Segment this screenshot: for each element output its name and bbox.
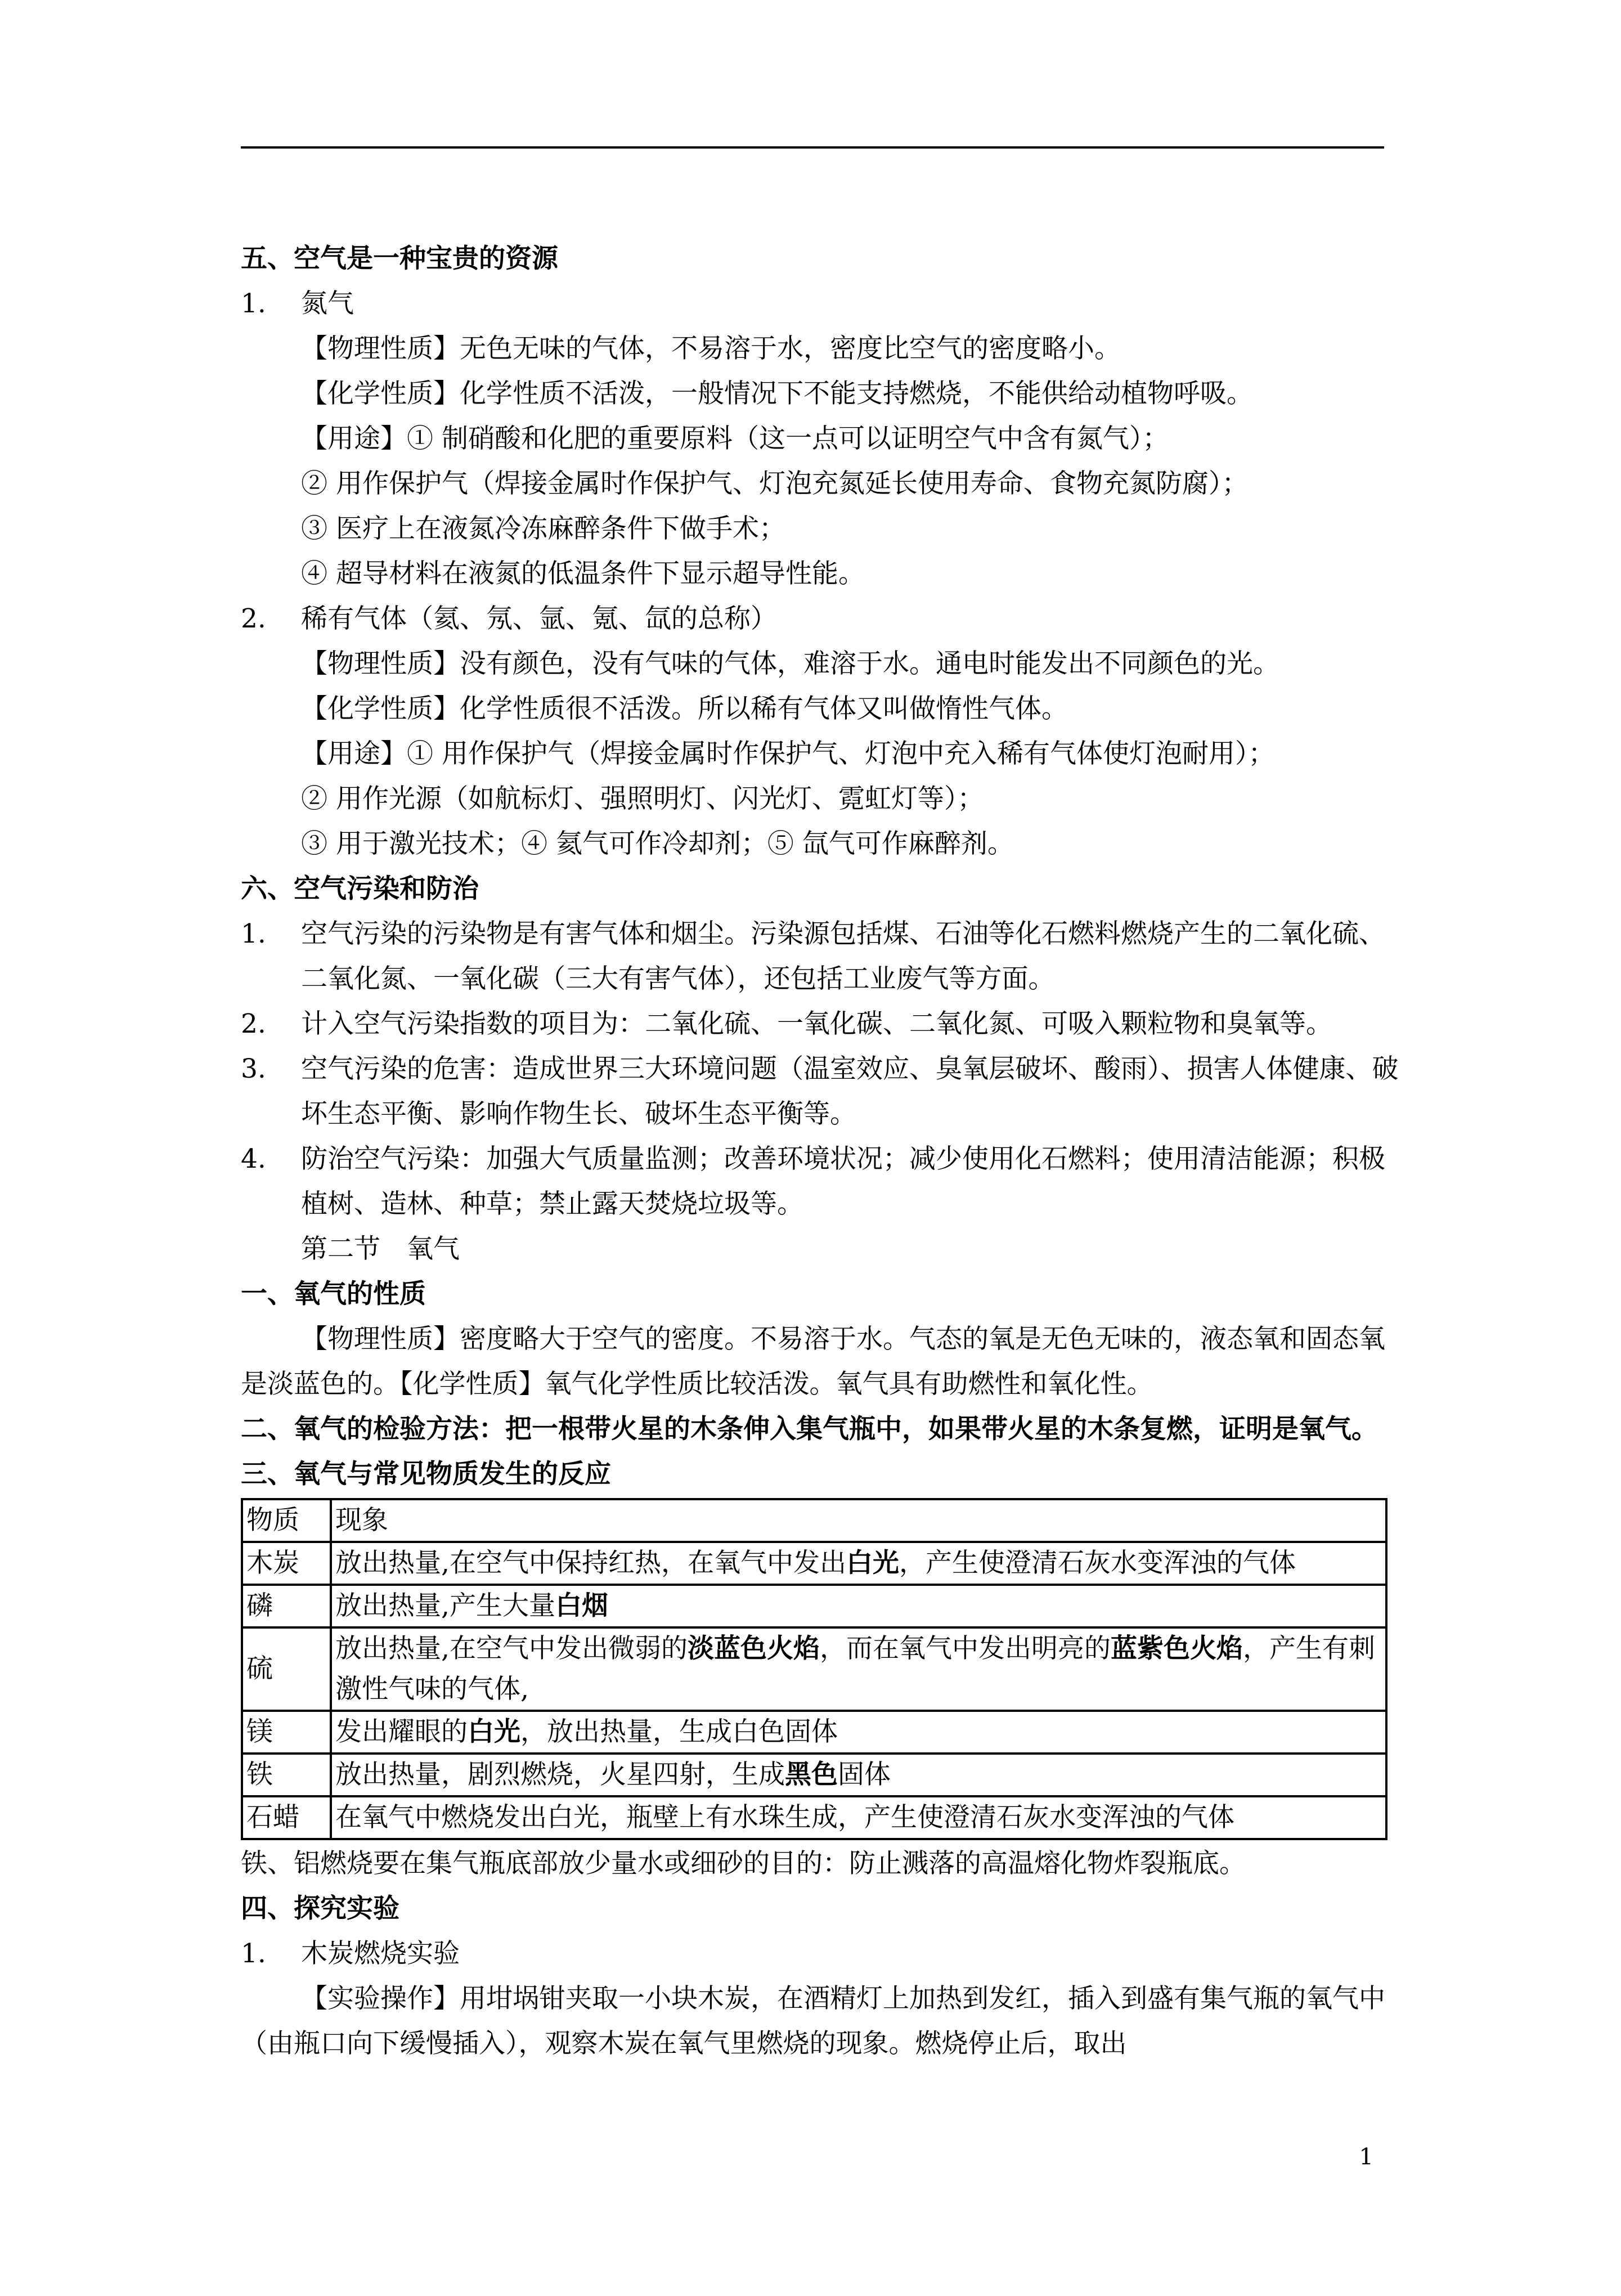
- item-number: 1.: [241, 288, 266, 319]
- pollution-item-2: [241, 1002, 1400, 1047]
- table-row: [242, 1796, 1386, 1839]
- item-text: 空气污染的污染物是有害气体和烟尘。污染源包括煤、石油等化石燃料燃烧产生的二氧化硫、二氧化氮、一氧化碳（三大有害气体），还包括工业废气等方面。: [301, 918, 1385, 994]
- phenomenon-text: 放出热量,在空气中保持红热，在氧气中发出: [335, 1548, 846, 1578]
- item-number: 1.: [241, 918, 266, 949]
- phenomenon-text: 固体: [838, 1759, 891, 1790]
- item-number: 1.: [241, 1938, 266, 1969]
- phenomenon-cell: [331, 1627, 1386, 1711]
- item-nitrogen: [241, 281, 1400, 326]
- oxygen-reactions-heading: 三、氧气与常见物质发生的反应: [241, 1459, 611, 1490]
- phenomenon-emphasis: 白光: [846, 1548, 899, 1578]
- phenomenon-emphasis: 黑色: [785, 1759, 838, 1790]
- table-row: [242, 1754, 1386, 1796]
- nitrogen-use-4: ④ 超导材料在液氮的低温条件下显示超导性能。: [301, 558, 865, 589]
- item-number: 2.: [241, 603, 266, 634]
- experiment-operation: 【实验操作】用坩埚钳夹取一小块木炭，在酒精灯上加热到发红，插入到盛有集气瓶的氧气中（由瓶口向下缓慢插入），观察木炭在氧气里燃烧的现象。燃烧停止后，取出: [241, 1983, 1385, 2059]
- rare-gas-use-2: ② 用作光源（如航标灯、强照明灯、闪光灯、霓虹灯等）；: [301, 783, 984, 814]
- item-number: 4.: [241, 1143, 266, 1174]
- substance-cell: 铁: [242, 1754, 331, 1796]
- item-title: 木炭燃烧实验: [301, 1938, 460, 1969]
- header-phenomenon: 现象: [331, 1499, 1386, 1542]
- nitrogen-chemical: 【化学性质】化学性质不活泼，一般情况下不能支持燃烧，不能供给动植物呼吸。: [301, 378, 1253, 409]
- iron-aluminium-note: 铁、铝燃烧要在集气瓶底部放少量水或细砂的目的：防止溅落的高温熔化物炸裂瓶底。: [241, 1848, 1246, 1879]
- nitrogen-use-1: 【用途】① 制硝酸和化肥的重要原料（这一点可以证明空气中含有氮气）；: [301, 423, 1169, 454]
- oxygen-test-method: 二、氧气的检验方法：把一根带火星的木条伸入集气瓶中，如果带火星的木条复燃，证明是氧气。: [241, 1414, 1378, 1445]
- item-text: 空气污染的危害：造成世界三大环境问题（温室效应、臭氧层破坏、酸雨）、损害人体健康、破坏生态平衡、影响作物生长、破坏生态平衡等。: [301, 1053, 1399, 1129]
- substance-cell: 镁: [242, 1711, 331, 1754]
- reaction-table: [241, 1498, 1387, 1840]
- substance-cell: 木炭: [242, 1542, 331, 1585]
- phenomenon-text: 放出热量,在空气中发出微弱的: [335, 1633, 688, 1664]
- phenomenon-text: ，产生有刺激性气味的气体,: [335, 1633, 1375, 1705]
- phenomenon-cell: [331, 1542, 1386, 1585]
- phenomenon-text: 放出热量，剧烈燃烧，火星四射，生成: [335, 1759, 785, 1790]
- section-heading-experiment: 四、探究实验: [241, 1893, 399, 1924]
- item-rare-gases: [241, 597, 1400, 642]
- page-number: 1: [1359, 2144, 1373, 2170]
- header-substance: 物质: [242, 1499, 331, 1542]
- phenomenon-text: ，产生使澄清石灰水变浑浊的气体: [899, 1548, 1296, 1578]
- phenomenon-cell: [331, 1796, 1386, 1839]
- oxygen-properties-text: 【物理性质】密度略大于空气的密度。不易溶于水。气态的氧是无色无味的，液态氧和固态氧是淡蓝色的。【化学性质】氧气化学性质比较活泼。氧气具有助燃性和氧化性。: [241, 1324, 1385, 1400]
- rare-gas-physical: 【物理性质】没有颜色，没有气味的气体，难溶于水。通电时能发出不同颜色的光。: [301, 648, 1279, 679]
- substance-cell: 磷: [242, 1585, 331, 1627]
- nitrogen-use-3: ③ 医疗上在液氮冷冻麻醉条件下做手术；: [301, 513, 785, 544]
- table-row: [242, 1542, 1386, 1585]
- phenomenon-emphasis: 蓝紫色火焰: [1110, 1633, 1243, 1664]
- section-heading-air-resource: 五、空气是一种宝贵的资源: [241, 243, 558, 274]
- table-header-row: [242, 1499, 1386, 1542]
- oxygen-properties-heading: 一、氧气的性质: [241, 1279, 426, 1310]
- pollution-item-4: [241, 1137, 1400, 1227]
- substance-cell: 硫: [242, 1627, 331, 1711]
- nitrogen-physical: 【物理性质】无色无味的气体，不易溶于水，密度比空气的密度略小。: [301, 333, 1121, 364]
- pollution-item-1: [241, 912, 1400, 1002]
- item-text: 计入空气污染指数的项目为：二氧化硫、一氧化碳、二氧化氮、可吸入颗粒物和臭氧等。: [301, 1008, 1332, 1039]
- item-title: 氮气: [301, 288, 354, 319]
- item-title: 稀有气体（氦、氖、氩、氪、氙的总称）: [301, 603, 777, 634]
- document-body: [241, 236, 1400, 2066]
- phenomenon-emphasis: 白光: [468, 1716, 520, 1747]
- rare-gas-chemical: 【化学性质】化学性质很不活泼。所以稀有气体又叫做惰性气体。: [301, 693, 1068, 724]
- phenomenon-cell: [331, 1585, 1386, 1627]
- phenomenon-cell: [331, 1754, 1386, 1796]
- substance-cell: 石蜡: [242, 1796, 331, 1839]
- header-rule: [241, 146, 1384, 149]
- item-number: 2.: [241, 1008, 266, 1039]
- phenomenon-cell: [331, 1711, 1386, 1754]
- section-heading-pollution: 六、空气污染和防治: [241, 873, 479, 904]
- phenomenon-emphasis: 淡蓝色火焰: [687, 1633, 820, 1664]
- table-row: [242, 1711, 1386, 1754]
- phenomenon-text: 发出耀眼的: [335, 1716, 468, 1747]
- rare-gas-use-3: ③ 用于激光技术；④ 氦气可作冷却剂；⑤ 氙气可作麻醉剂。: [301, 828, 1014, 859]
- phenomenon-text: 放出热量,产生大量: [335, 1590, 555, 1621]
- phenomenon-text: 在氧气中燃烧发出白光，瓶壁上有水珠生成，产生使澄清石灰水变浑浊的气体: [335, 1802, 1234, 1833]
- item-text: 防治空气污染：加强大气质量监测；改善环境状况；减少使用化石燃料；使用清洁能源；积极植树、造林、种草；禁止露天焚烧垃圾等。: [301, 1143, 1385, 1219]
- table-row: [242, 1585, 1386, 1627]
- section-title-oxygen: 第二节 氧气: [301, 1234, 460, 1264]
- item-charcoal-experiment: [241, 1931, 1400, 1976]
- table-row: [242, 1627, 1386, 1711]
- phenomenon-emphasis: 白烟: [555, 1590, 608, 1621]
- pollution-item-3: [241, 1047, 1400, 1137]
- item-number: 3.: [241, 1053, 266, 1084]
- nitrogen-use-2: ② 用作保护气（焊接金属时作保护气、灯泡充氮延长使用寿命、食物充氮防腐）；: [301, 468, 1249, 499]
- rare-gas-use-1: 【用途】① 用作保护气（焊接金属时作保护气、灯泡中充入稀有气体使灯泡耐用）；: [301, 738, 1275, 769]
- phenomenon-text: ，放出热量，生成白色固体: [520, 1716, 838, 1747]
- phenomenon-text: ，而在氧气中发出明亮的: [819, 1633, 1111, 1664]
